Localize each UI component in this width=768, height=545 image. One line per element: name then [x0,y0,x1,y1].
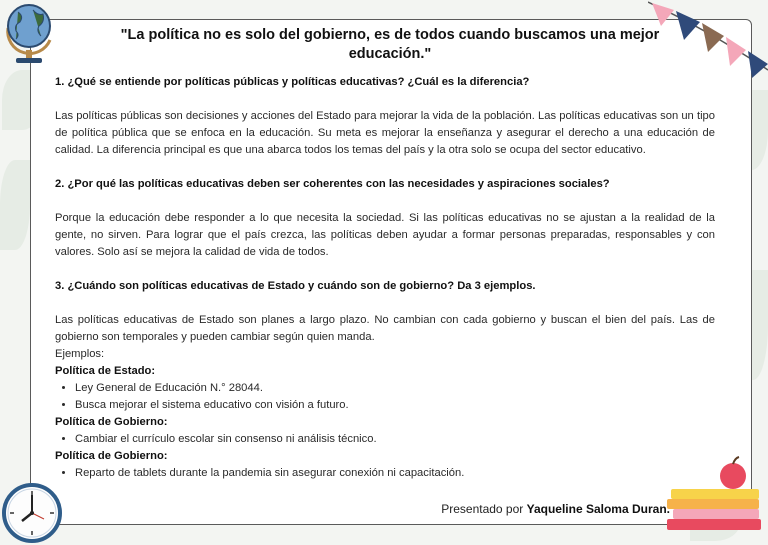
bunting-flag [748,51,768,78]
answer-2: Porque la educación debe responder a lo que necesita la sociedad. Si las políticas educativas no se ajustan a la realidad de la gente, no sirven. Para lograr que el país crezca, las políticas deben ayudar a formar personas preparadas, responsables y con valores. Solo así se mejora la calidad de vida de todos. [55,212,715,258]
question-3: 3. ¿Cuándo son políticas educativas de Estado y cuándo son de gobierno? Da 3 ejemplos. [55,280,536,292]
list-item: • Cambiar el currículo escolar sin consenso ni análisis técnico. [75,431,715,448]
question-1: 1. ¿Qué se entiende por políticas públicas y políticas educativas? ¿Cuál es la diferencia? [55,76,530,88]
bunting-flag [652,3,674,26]
bunting-flag [702,23,724,52]
list-item: • Reparto de tablets durante la pandemia sin asegurar conexión ni capacitación. [75,465,715,482]
example-heading-government-2: Política de Gobierno: [55,450,168,462]
document-body [55,74,715,482]
example-list-government-2 [55,465,715,482]
example-list-government [55,431,715,448]
presenter-credit [430,502,670,516]
list-item: • Busca mejorar el sistema educativo con visión a futuro. [75,397,715,414]
presenter-prefix: Presentado por [441,502,527,516]
page-title: "La política no es solo del gobierno, es de todos cuando buscamos una mejor educación." [120,27,660,62]
clock-icon [0,481,64,545]
answer-1: Las políticas públicas son decisiones y acciones del Estado para mejorar la vida de la población. Las políticas educativas son un tipo de política pública que se enfoca en la educación. Su meta es mejorar la enseñanza y asegurar el derecho a una educación de calidad. La diferencia principal es que una abarca todos los temas del país y la otra solo se ocupa del sector educativo. [55,110,715,156]
examples-label: Ejemplos: [55,348,105,360]
background-leaf [0,160,30,250]
presenter-name: Yaqueline Saloma Duran. [526,502,670,516]
bunting-flag [726,37,746,66]
question-2: 2. ¿Por qué las políticas educativas deben ser coherentes con las necesidades y aspiraciones sociales? [55,178,610,190]
example-heading-state: Política de Estado: [55,365,156,377]
globe-icon [0,0,60,70]
example-heading-government: Política de Gobierno: [55,416,168,428]
answer-3: Las políticas educativas de Estado son planes a largo plazo. No cambian con cada gobierno y buscan el bien del país. Las de gobierno son temporales y pueden cambiar según quien manda. [55,314,715,343]
example-list-state [55,380,715,414]
list-item: • Ley General de Educación N.° 28044. [75,380,715,397]
